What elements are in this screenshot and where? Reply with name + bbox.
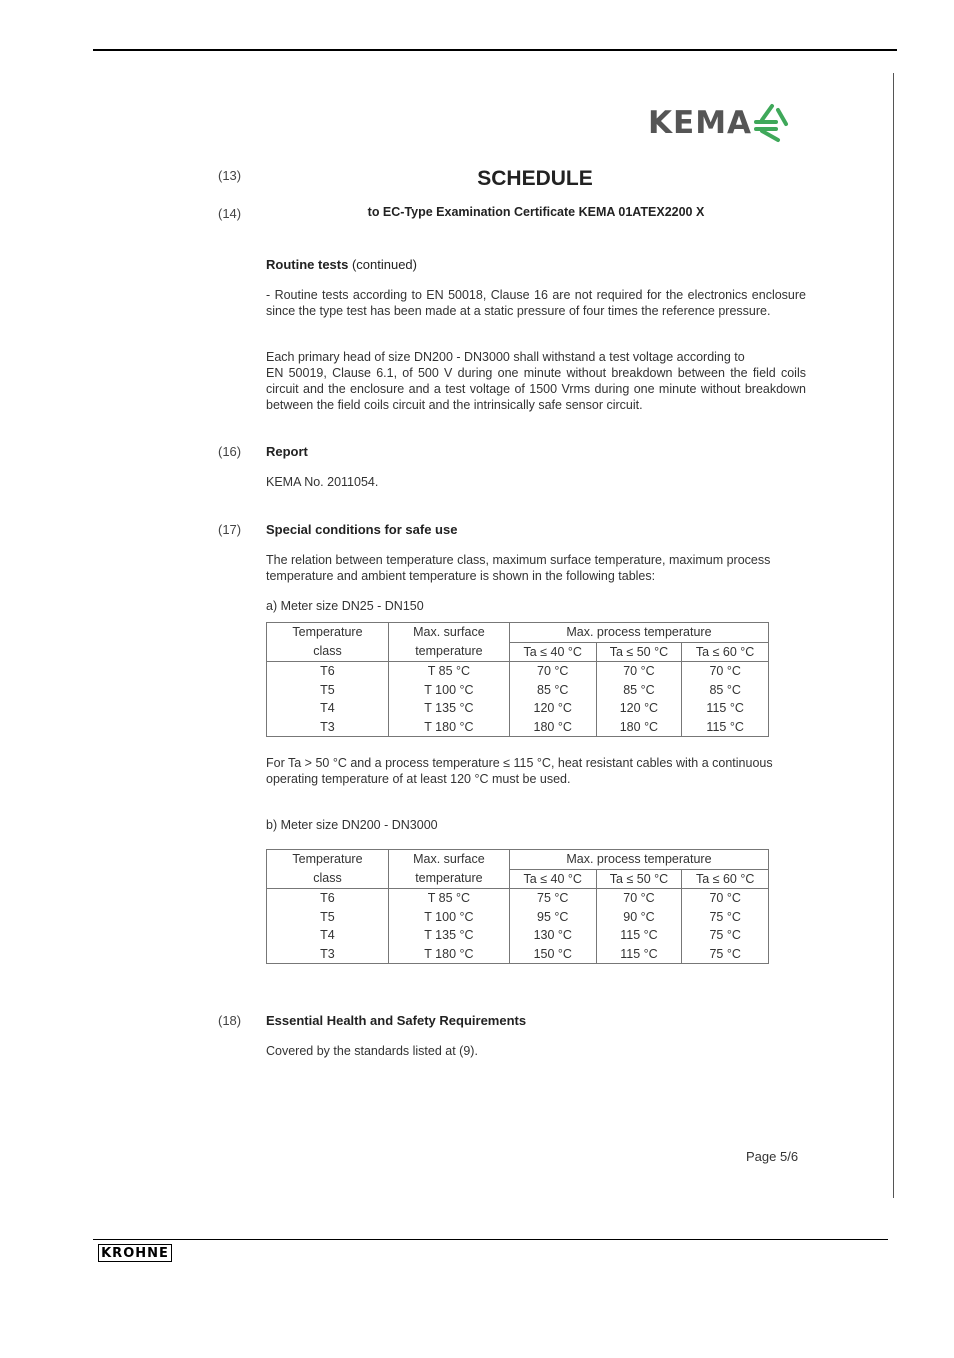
footer-rule bbox=[93, 1239, 888, 1240]
table-cell: T6 bbox=[267, 662, 389, 681]
table-b-header-max-process: Max. process temperature bbox=[509, 850, 768, 870]
table-row bbox=[267, 718, 769, 737]
table-cell: T4 bbox=[267, 699, 389, 718]
table-cell: 115 °C bbox=[596, 945, 682, 964]
table-cell: 70 °C bbox=[596, 889, 682, 908]
routine-tests-paragraph-2-line-1: Each primary head of size DN200 - DN3000 shall withstand a test voltage according to bbox=[266, 350, 745, 364]
table-a-header-temp-class-1: Temperature bbox=[267, 623, 389, 643]
table-a-header-row-1 bbox=[267, 623, 769, 643]
table-cell: T 85 °C bbox=[388, 889, 509, 908]
table-a-header-max-surface-2: temperature bbox=[388, 642, 509, 662]
kema-logo-mark-icon bbox=[752, 102, 792, 144]
table-b-header-temp-class-1: Temperature bbox=[267, 850, 389, 870]
routine-tests-paragraph-2: EN 50019, Clause 6.1, of 500 V during one minute without breakdown between the field coils circuit and the enclosure and a test voltage of 1500 Vrms during one minute without breakdown between the field coils circuit and the intrinsically safe sensor circuit. bbox=[266, 366, 806, 412]
table-a-header-ta50: Ta ≤ 50 °C bbox=[596, 642, 682, 662]
table-b-header-max-surface-1: Max. surface bbox=[388, 850, 509, 870]
table-cell: 115 °C bbox=[682, 718, 769, 737]
section-number-13: (13) bbox=[218, 168, 242, 183]
table-b-header-row-2 bbox=[267, 869, 769, 889]
table-a-note: For Ta > 50 °C and a process temperature ≤ 115 °C, heat resistant cables with a continuous operating temperature of at least 120 °C must be used. bbox=[266, 756, 773, 786]
table-cell: 70 °C bbox=[509, 662, 596, 681]
table-a-header-ta60: Ta ≤ 60 °C bbox=[682, 642, 769, 662]
section-number-17: (17) bbox=[218, 522, 242, 537]
certificate-subtitle: to EC-Type Examination Certificate KEMA 01ATEX2200 X bbox=[367, 205, 705, 219]
table-cell: T 85 °C bbox=[388, 662, 509, 681]
section-number-16: (16) bbox=[218, 444, 242, 459]
table-a-header-max-process: Max. process temperature bbox=[509, 623, 768, 643]
ehsr-heading: Essential Health and Safety Requirements bbox=[266, 1013, 527, 1028]
table-cell: 70 °C bbox=[682, 662, 769, 681]
table-cell: 85 °C bbox=[682, 681, 769, 700]
table-b-header-ta50: Ta ≤ 50 °C bbox=[596, 869, 682, 889]
section-number-14: (14) bbox=[218, 206, 242, 221]
routine-tests-heading-suffix: (continued) bbox=[348, 257, 417, 272]
table-b-caption: b) Meter size DN200 - DN3000 bbox=[266, 818, 438, 832]
schedule-title: SCHEDULE bbox=[477, 167, 593, 190]
table-row bbox=[267, 662, 769, 681]
routine-tests-heading-text: Routine tests bbox=[266, 257, 349, 272]
table-b-header-ta60: Ta ≤ 60 °C bbox=[682, 869, 769, 889]
table-cell: 75 °C bbox=[682, 926, 769, 945]
kema-logo-text: KEMA bbox=[648, 105, 753, 141]
table-a-header-ta40: Ta ≤ 40 °C bbox=[509, 642, 596, 662]
table-cell: T 135 °C bbox=[388, 699, 509, 718]
table-cell: 150 °C bbox=[509, 945, 596, 964]
table-a bbox=[266, 622, 769, 737]
table-b-header-max-surface-2: temperature bbox=[388, 869, 509, 889]
top-rule bbox=[93, 49, 897, 51]
table-cell: 180 °C bbox=[509, 718, 596, 737]
table-cell: 120 °C bbox=[509, 699, 596, 718]
table-cell: T3 bbox=[267, 718, 389, 737]
routine-tests-paragraph-1: - Routine tests according to EN 50018, Clause 16 are not required for the electronics enclosure since the type test has been made at a static pressure of four times the reference pressure. bbox=[266, 288, 806, 318]
table-cell: 75 °C bbox=[682, 908, 769, 927]
table-cell: T3 bbox=[267, 945, 389, 964]
table-cell: T 135 °C bbox=[388, 926, 509, 945]
table-b-header-row-1 bbox=[267, 850, 769, 870]
table-b-header-ta40: Ta ≤ 40 °C bbox=[509, 869, 596, 889]
kema-logo bbox=[648, 100, 798, 146]
table-cell: T 100 °C bbox=[388, 681, 509, 700]
table-a-header-temp-class-2: class bbox=[267, 642, 389, 662]
table-row bbox=[267, 681, 769, 700]
table-cell: 115 °C bbox=[682, 699, 769, 718]
routine-tests-heading bbox=[266, 257, 417, 272]
table-cell: 85 °C bbox=[596, 681, 682, 700]
table-cell: T 180 °C bbox=[388, 718, 509, 737]
table-cell: 70 °C bbox=[682, 889, 769, 908]
table-b-header-temp-class-2: class bbox=[267, 869, 389, 889]
table-row bbox=[267, 699, 769, 718]
page-number: Page 5/6 bbox=[746, 1149, 799, 1164]
special-conditions-heading: Special conditions for safe use bbox=[266, 522, 458, 537]
special-conditions-intro: The relation between temperature class, maximum surface temperature, maximum process temperature and ambient temperature is shown in the following tables: bbox=[266, 553, 771, 583]
krohne-logo: KROHNE bbox=[98, 1244, 172, 1262]
table-cell: T 180 °C bbox=[388, 945, 509, 964]
table-cell: T5 bbox=[267, 908, 389, 927]
table-row bbox=[267, 889, 769, 908]
ehsr-text: Covered by the standards listed at (9). bbox=[266, 1044, 478, 1058]
table-cell: 115 °C bbox=[596, 926, 682, 945]
table-a-header-row-2 bbox=[267, 642, 769, 662]
report-text: KEMA No. 2011054. bbox=[266, 475, 379, 489]
table-cell: 130 °C bbox=[509, 926, 596, 945]
right-margin-rule bbox=[893, 73, 894, 1198]
table-cell: T5 bbox=[267, 681, 389, 700]
table-cell: 75 °C bbox=[682, 945, 769, 964]
table-a-header-max-surface-1: Max. surface bbox=[388, 623, 509, 643]
table-cell: 70 °C bbox=[596, 662, 682, 681]
table-cell: T 100 °C bbox=[388, 908, 509, 927]
table-cell: 90 °C bbox=[596, 908, 682, 927]
report-heading: Report bbox=[266, 444, 308, 459]
table-cell: 180 °C bbox=[596, 718, 682, 737]
table-row bbox=[267, 908, 769, 927]
table-cell: T6 bbox=[267, 889, 389, 908]
table-cell: 85 °C bbox=[509, 681, 596, 700]
table-row bbox=[267, 945, 769, 964]
section-number-18: (18) bbox=[218, 1013, 242, 1028]
table-row bbox=[267, 926, 769, 945]
table-cell: 120 °C bbox=[596, 699, 682, 718]
table-cell: T4 bbox=[267, 926, 389, 945]
table-cell: 95 °C bbox=[509, 908, 596, 927]
table-a-caption: a) Meter size DN25 - DN150 bbox=[266, 599, 424, 613]
table-b bbox=[266, 849, 769, 964]
table-cell: 75 °C bbox=[509, 889, 596, 908]
